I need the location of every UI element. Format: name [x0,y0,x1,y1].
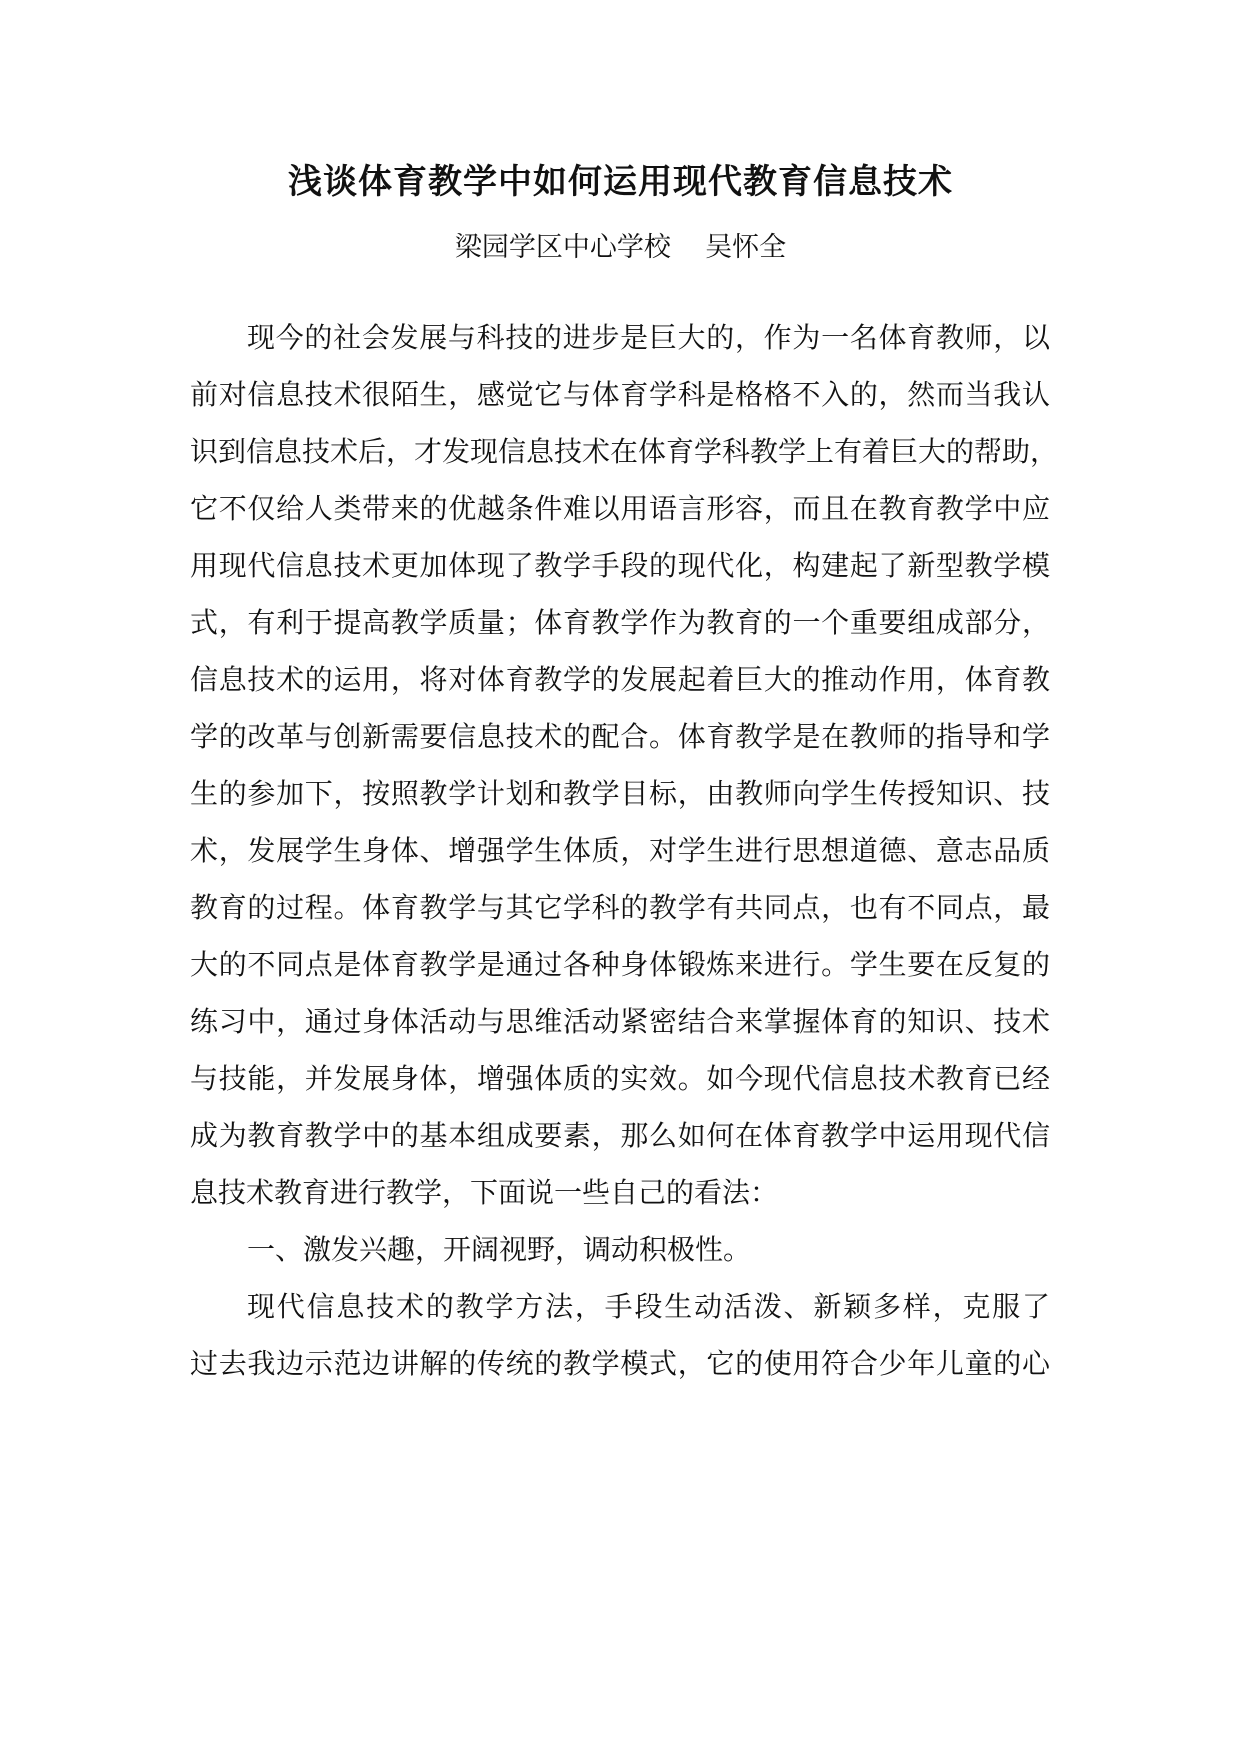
paragraph-line: 息技术教育进行教学，下面说一些自己的看法： [190,1176,779,1209]
paragraph-line: 生的参加下，按照教学计划和教学目标，由教师向学生传授知识、技 [190,777,1050,810]
paragraph-line: 信息技术的运用，将对体育教学的发展起着巨大的推动作用，体育教 [190,663,1050,696]
paragraph-line: 大的不同点是体育教学是通过各种身体锻炼来进行。学生要在反复的 [190,948,1050,981]
paragraph-line: 式，有利于提高教学质量；体育教学作为教育的一个重要组成部分， [190,606,1050,639]
paragraph-line: 现今的社会发展与科技的进步是巨大的，作为一名体育教师，以 [247,321,1050,354]
paragraph-line: 前对信息技术很陌生，感觉它与体育学科是格格不入的，然而当我认 [190,378,1050,411]
document-title: 浅谈体育教学中如何运用现代教育信息技术 [288,162,953,202]
paragraph-line: 过去我边示范边讲解的传统的教学模式，它的使用符合少年儿童的心 [190,1347,1050,1380]
paragraph-line: 现代信息技术的教学方法，手段生动活泼、新颖多样，克服了 [247,1290,1050,1323]
paragraph-line: 术，发展学生身体、增强学生体质，对学生进行思想道德、意志品质 [190,834,1050,867]
paragraph-line: 教育的过程。体育教学与其它学科的教学有共同点，也有不同点，最 [190,891,1050,924]
paragraph-line: 练习中，通过身体活动与思维活动紧密结合来掌握体育的知识、技术 [190,1005,1050,1038]
paragraph-line: 与技能，并发展身体，增强体质的实效。如今现代信息技术教育已经 [190,1062,1050,1095]
author-byline: 梁园学区中心学校 吴怀全 [454,232,787,263]
paragraph-line: 成为教育教学中的基本组成要素，那么如何在体育教学中运用现代信 [190,1119,1050,1152]
paragraph-line: 用现代信息技术更加体现了教学手段的现代化，构建起了新型教学模 [190,549,1050,582]
paragraph-line: 识到信息技术后，才发现信息技术在体育学科教学上有着巨大的帮助， [190,435,1059,468]
paragraph-line: 它不仅给人类带来的优越条件难以用语言形容，而且在教育教学中应 [190,492,1050,525]
paragraph-line: 学的改革与创新需要信息技术的配合。体育教学是在教师的指导和学 [190,720,1050,753]
section-heading: 一、激发兴趣，开阔视野，调动积极性。 [247,1233,752,1266]
